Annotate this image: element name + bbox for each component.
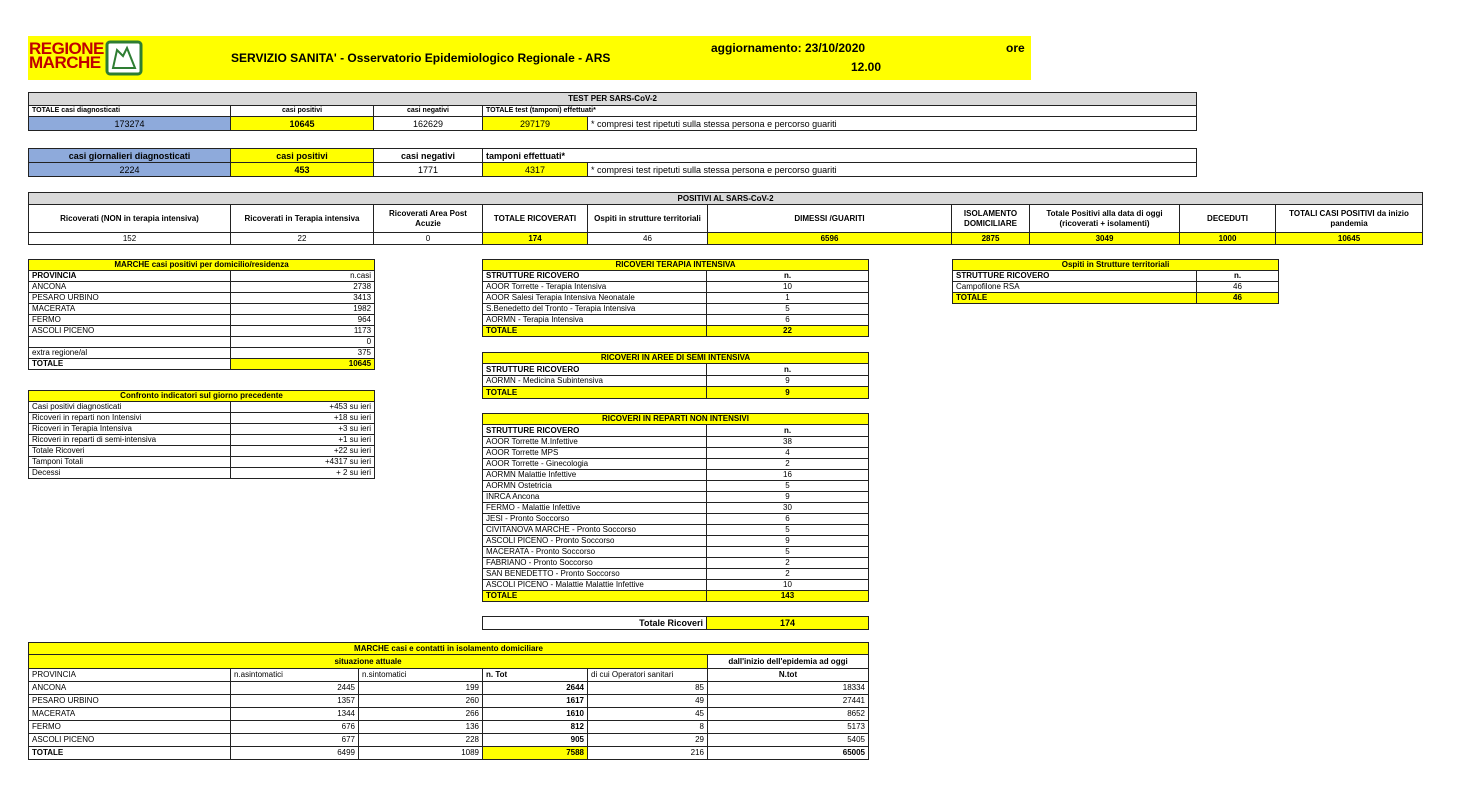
isolamento-dall-inizio: dall'inizio dell'epidemia ad oggi	[708, 655, 869, 669]
table-row-label: MACERATA - Pronto Soccorso	[483, 547, 707, 558]
table-row-label: Tamponi Totali	[29, 457, 231, 468]
logo-text-line2: MARCHE	[29, 53, 101, 72]
non-intensivi-title: RICOVERI IN REPARTI NON INTENSIVI	[483, 414, 869, 425]
table-row-value: 2644	[483, 682, 588, 695]
semi-total-label: TOTALE	[483, 387, 707, 399]
isolamento-total-value: 6499	[231, 747, 359, 760]
table-row-value: 2	[707, 569, 869, 580]
table-row-value: 5173	[708, 721, 869, 734]
table-row-value: 1617	[483, 695, 588, 708]
terapia-total-label: TOTALE	[483, 326, 707, 337]
table-row-value: 1173	[231, 326, 375, 337]
strutture-total-label: TOTALE	[953, 293, 1197, 304]
table-row-value: 6	[707, 315, 869, 326]
table-row-label: Decessi	[29, 468, 231, 479]
logo-emblem-icon	[105, 40, 143, 76]
positivi-value: 174	[483, 233, 588, 245]
table-row-value: +18 su ieri	[231, 413, 375, 424]
table-row-value: 4	[707, 448, 869, 459]
table-row-value: 5	[707, 304, 869, 315]
daily-note: * compresi test ripetuti sulla stessa persona e percorso guariti	[588, 163, 1197, 177]
semi-col-header: STRUTTURE RICOVERO	[483, 364, 707, 376]
table-row-value: 676	[231, 721, 359, 734]
test-table	[28, 92, 1197, 131]
table-row-value: +4317 su ieri	[231, 457, 375, 468]
table-row-value: 49	[588, 695, 708, 708]
table-row-label: extra regione/al	[29, 348, 231, 359]
terapia-title: RICOVERI TERAPIA INTENSIVA	[483, 260, 869, 271]
ore-label: ore	[1006, 41, 1025, 55]
table-row-value: 8	[588, 721, 708, 734]
table-row-value: + 2 su ieri	[231, 468, 375, 479]
table-row-value: 6	[707, 514, 869, 525]
table-row-value: 1357	[231, 695, 359, 708]
province-table	[28, 259, 375, 370]
test-header: TOTALE casi diagnosticati	[29, 106, 231, 117]
strutture-title: Ospiti in Strutture territoriali	[953, 260, 1279, 271]
isolamento-table	[28, 642, 869, 760]
table-row-value: 812	[483, 721, 588, 734]
positivi-table	[28, 192, 1423, 245]
test-header: TOTALE test (tamponi) effettuati*	[483, 106, 1197, 117]
table-row-label: AORMN - Terapia Intensiva	[483, 315, 707, 326]
table-row-value: 46	[1197, 282, 1279, 293]
daily-header: tamponi effettuati*	[483, 149, 1197, 163]
table-row-value: 1344	[231, 708, 359, 721]
non-intensivi-col-header: STRUTTURE RICOVERO	[483, 425, 707, 437]
table-row-value: 27441	[708, 695, 869, 708]
isolamento-header: di cui Operatori sanitari	[588, 669, 708, 682]
test-value: 297179	[483, 117, 588, 131]
table-row-label: AOOR Torrette - Ginecologia	[483, 459, 707, 470]
table-row-value: +22 su ieri	[231, 446, 375, 457]
table-row-label: FERMO	[29, 315, 231, 326]
terapia-col-header: n.	[707, 271, 869, 282]
table-row-value: 5405	[708, 734, 869, 747]
positivi-value: 0	[374, 233, 483, 245]
non-intensivi-col-header: n.	[707, 425, 869, 437]
logo-text-line1: REGIONE	[29, 39, 104, 58]
table-row-value: 9	[707, 492, 869, 503]
isolamento-header: n. Tot	[483, 669, 588, 682]
table-row-label: Campofilone RSA	[953, 282, 1197, 293]
positivi-value: 152	[29, 233, 231, 245]
isolamento-total-value: 65005	[708, 747, 869, 760]
table-row-label: PESARO URBINO	[29, 293, 231, 304]
isolamento-header: N.tot	[708, 669, 869, 682]
daily-value: 2224	[29, 163, 231, 177]
table-row-value: 677	[231, 734, 359, 747]
positivi-value: 22	[231, 233, 374, 245]
test-header: casi positivi	[231, 106, 374, 117]
terapia-col-header: STRUTTURE RICOVERO	[483, 271, 707, 282]
table-row-label: FERMO - Malattie Infettive	[483, 503, 707, 514]
semi-total-value: 9	[707, 387, 869, 399]
positivi-value: 46	[588, 233, 708, 245]
table-row-value: 5	[707, 525, 869, 536]
update-time: 12.00	[851, 60, 882, 74]
table-row-label	[29, 337, 231, 348]
table-row-value: 2	[707, 558, 869, 569]
table-row-value: 5	[707, 481, 869, 492]
table-row-value: 16	[707, 470, 869, 481]
table-row-value: 85	[588, 682, 708, 695]
table-row-label: ANCONA	[29, 682, 231, 695]
table-row-label: CIVITANOVA MARCHE - Pronto Soccorso	[483, 525, 707, 536]
strutture-total-value: 46	[1197, 293, 1279, 304]
strutture-territoriali-table	[952, 259, 1279, 304]
positivi-header: Totale Positivi alla data di oggi (ricoverati + isolamenti)	[1030, 205, 1180, 233]
table-row-value: 2	[707, 459, 869, 470]
daily-table	[28, 148, 1197, 177]
non-intensivi-total-value: 143	[707, 591, 869, 602]
daily-value: 1771	[374, 163, 483, 177]
isolamento-total-value: 1089	[359, 747, 483, 760]
isolamento-title: MARCHE casi e contatti in isolamento domiciliare	[29, 643, 869, 655]
table-row-value: 1982	[231, 304, 375, 315]
table-row-label: AORMN Malattie Infettive	[483, 470, 707, 481]
terapia-total-value: 22	[707, 326, 869, 337]
table-row-value: 2445	[231, 682, 359, 695]
table-row-value: 228	[359, 734, 483, 747]
table-row-label: AOOR Torrette MPS	[483, 448, 707, 459]
daily-header: casi negativi	[374, 149, 483, 163]
daily-header: casi giornalieri diagnosticati	[29, 149, 231, 163]
table-row-value: +453 su ieri	[231, 402, 375, 413]
positivi-value: 1000	[1180, 233, 1276, 245]
strutture-col-header: n.	[1197, 271, 1279, 282]
table-row-label: SAN BENEDETTO - Pronto Soccorso	[483, 569, 707, 580]
isolamento-header: n.asintomatici	[231, 669, 359, 682]
update-date: aggiornamento: 23/10/2020	[711, 41, 866, 55]
positivi-header: Ricoverati (NON in terapia intensiva)	[29, 205, 231, 233]
table-row-value: 199	[359, 682, 483, 695]
table-row-value: 10	[707, 580, 869, 591]
table-row-value: 1610	[483, 708, 588, 721]
isolamento-total-label: TOTALE	[29, 747, 231, 760]
page-title: SERVIZIO SANITA' - Osservatorio Epidemiologico Regionale - ARS	[231, 51, 611, 65]
table-row-label: S.Benedetto del Tronto - Terapia Intensiva	[483, 304, 707, 315]
test-value: 173274	[29, 117, 231, 131]
table-row-value: 905	[483, 734, 588, 747]
table-row-label: JESI - Pronto Soccorso	[483, 514, 707, 525]
province-col-header: n.casi	[231, 271, 375, 282]
table-row-value: 5	[707, 547, 869, 558]
province-title: MARCHE casi positivi per domicilio/residenza	[29, 260, 375, 271]
isolamento-header: n.sintomatici	[359, 669, 483, 682]
table-row-label: Ricoveri in reparti di semi-intensiva	[29, 435, 231, 446]
table-row-label: MACERATA	[29, 304, 231, 315]
province-col-header: PROVINCIA	[29, 271, 231, 282]
table-row-value: 30	[707, 503, 869, 514]
table-row-value: 18334	[708, 682, 869, 695]
province-total-value: 10645	[231, 359, 375, 370]
table-row-label: AOOR Torrette - Terapia Intensiva	[483, 282, 707, 293]
table-row-label: FABRIANO - Pronto Soccorso	[483, 558, 707, 569]
positivi-value: 3049	[1030, 233, 1180, 245]
table-row-value: 375	[231, 348, 375, 359]
table-row-label: AOOR Torrette M.Infettive	[483, 437, 707, 448]
table-row-label: ANCONA	[29, 282, 231, 293]
positivi-header: TOTALI CASI POSITIVI da inizio pandemia	[1276, 205, 1423, 233]
table-row-label: ASCOLI PICENO	[29, 734, 231, 747]
table-row-value: 3413	[231, 293, 375, 304]
test-value: 10645	[231, 117, 374, 131]
test-table-title: TEST PER SARS-CoV-2	[29, 93, 1197, 106]
table-row-label: PESARO URBINO	[29, 695, 231, 708]
table-row-value: 266	[359, 708, 483, 721]
positivi-value: 2875	[952, 233, 1030, 245]
positivi-value: 6596	[708, 233, 952, 245]
positivi-header: ISOLAMENTO DOMICILIARE	[952, 205, 1030, 233]
totale-ricoveri-label: Totale Ricoveri	[483, 617, 707, 630]
table-row-label: Ricoveri in reparti non Intensivi	[29, 413, 231, 424]
region-logo	[29, 40, 144, 76]
table-row-value: 260	[359, 695, 483, 708]
positivi-header: TOTALE RICOVERATI	[483, 205, 588, 233]
table-row-value: 0	[231, 337, 375, 348]
table-row-label: ASCOLI PICENO - Pronto Soccorso	[483, 536, 707, 547]
table-row-label: AORMN Ostetricia	[483, 481, 707, 492]
table-row-value: 10	[707, 282, 869, 293]
table-row-label: Ricoveri in Terapia Intensiva	[29, 424, 231, 435]
table-row-value: 29	[588, 734, 708, 747]
table-row-label: ASCOLI PICENO	[29, 326, 231, 337]
table-row-value: 45	[588, 708, 708, 721]
strutture-col-header: STRUTTURE RICOVERO	[953, 271, 1197, 282]
table-row-value: 2738	[231, 282, 375, 293]
test-header: casi negativi	[374, 106, 483, 117]
positivi-header: DIMESSI /GUARITI	[708, 205, 952, 233]
positivi-title: POSITIVI AL SARS-CoV-2	[29, 193, 1423, 205]
isolamento-total-value: 7588	[483, 747, 588, 760]
positivi-value: 10645	[1276, 233, 1423, 245]
test-value: 162629	[374, 117, 483, 131]
non-intensivi-table	[482, 413, 869, 602]
non-intensivi-total-label: TOTALE	[483, 591, 707, 602]
daily-header: casi positivi	[231, 149, 374, 163]
province-total-label: TOTALE	[29, 359, 231, 370]
daily-value: 453	[231, 163, 374, 177]
isolamento-situazione: situazione attuale	[29, 655, 708, 669]
table-row-value: +1 su ieri	[231, 435, 375, 446]
table-row-value: 9	[707, 536, 869, 547]
table-row-label: AORMN - Medicina Subintensiva	[483, 376, 707, 387]
table-row-label: AOOR Salesi Terapia Intensiva Neonatale	[483, 293, 707, 304]
table-row-value: 1	[707, 293, 869, 304]
positivi-header: Ricoverati Area Post Acuzie	[374, 205, 483, 233]
table-row-label: ASCOLI PICENO - Malattie Malattie Infettive	[483, 580, 707, 591]
isolamento-header: PROVINCIA	[29, 669, 231, 682]
table-row-value: 9	[707, 376, 869, 387]
confronto-title: Confronto indicatori sul giorno precedente	[29, 391, 375, 402]
positivi-header: Ospiti in strutture territoriali	[588, 205, 708, 233]
semi-title: RICOVERI IN AREE DI SEMI INTENSIVA	[483, 353, 869, 364]
daily-value: 4317	[483, 163, 588, 177]
confronto-table	[28, 390, 375, 479]
table-row-value: 136	[359, 721, 483, 734]
table-row-value: 8652	[708, 708, 869, 721]
test-note: * compresi test ripetuti sulla stessa persona e percorso guariti	[588, 117, 1197, 131]
semi-col-header: n.	[707, 364, 869, 376]
positivi-header: DECEDUTI	[1180, 205, 1276, 233]
terapia-intensiva-table	[482, 259, 869, 337]
table-row-value: +3 su ieri	[231, 424, 375, 435]
table-row-label: Casi positivi diagnosticati	[29, 402, 231, 413]
semi-intensiva-table	[482, 352, 869, 399]
table-row-value: 964	[231, 315, 375, 326]
table-row-label: FERMO	[29, 721, 231, 734]
table-row-value: 38	[707, 437, 869, 448]
table-row-label: Totale Ricoveri	[29, 446, 231, 457]
table-row-label: INRCA Ancona	[483, 492, 707, 503]
totale-ricoveri-table	[482, 616, 869, 630]
totale-ricoveri-value: 174	[707, 617, 869, 630]
positivi-header: Ricoverati in Terapia intensiva	[231, 205, 374, 233]
table-row-label: MACERATA	[29, 708, 231, 721]
isolamento-total-value: 216	[588, 747, 708, 760]
